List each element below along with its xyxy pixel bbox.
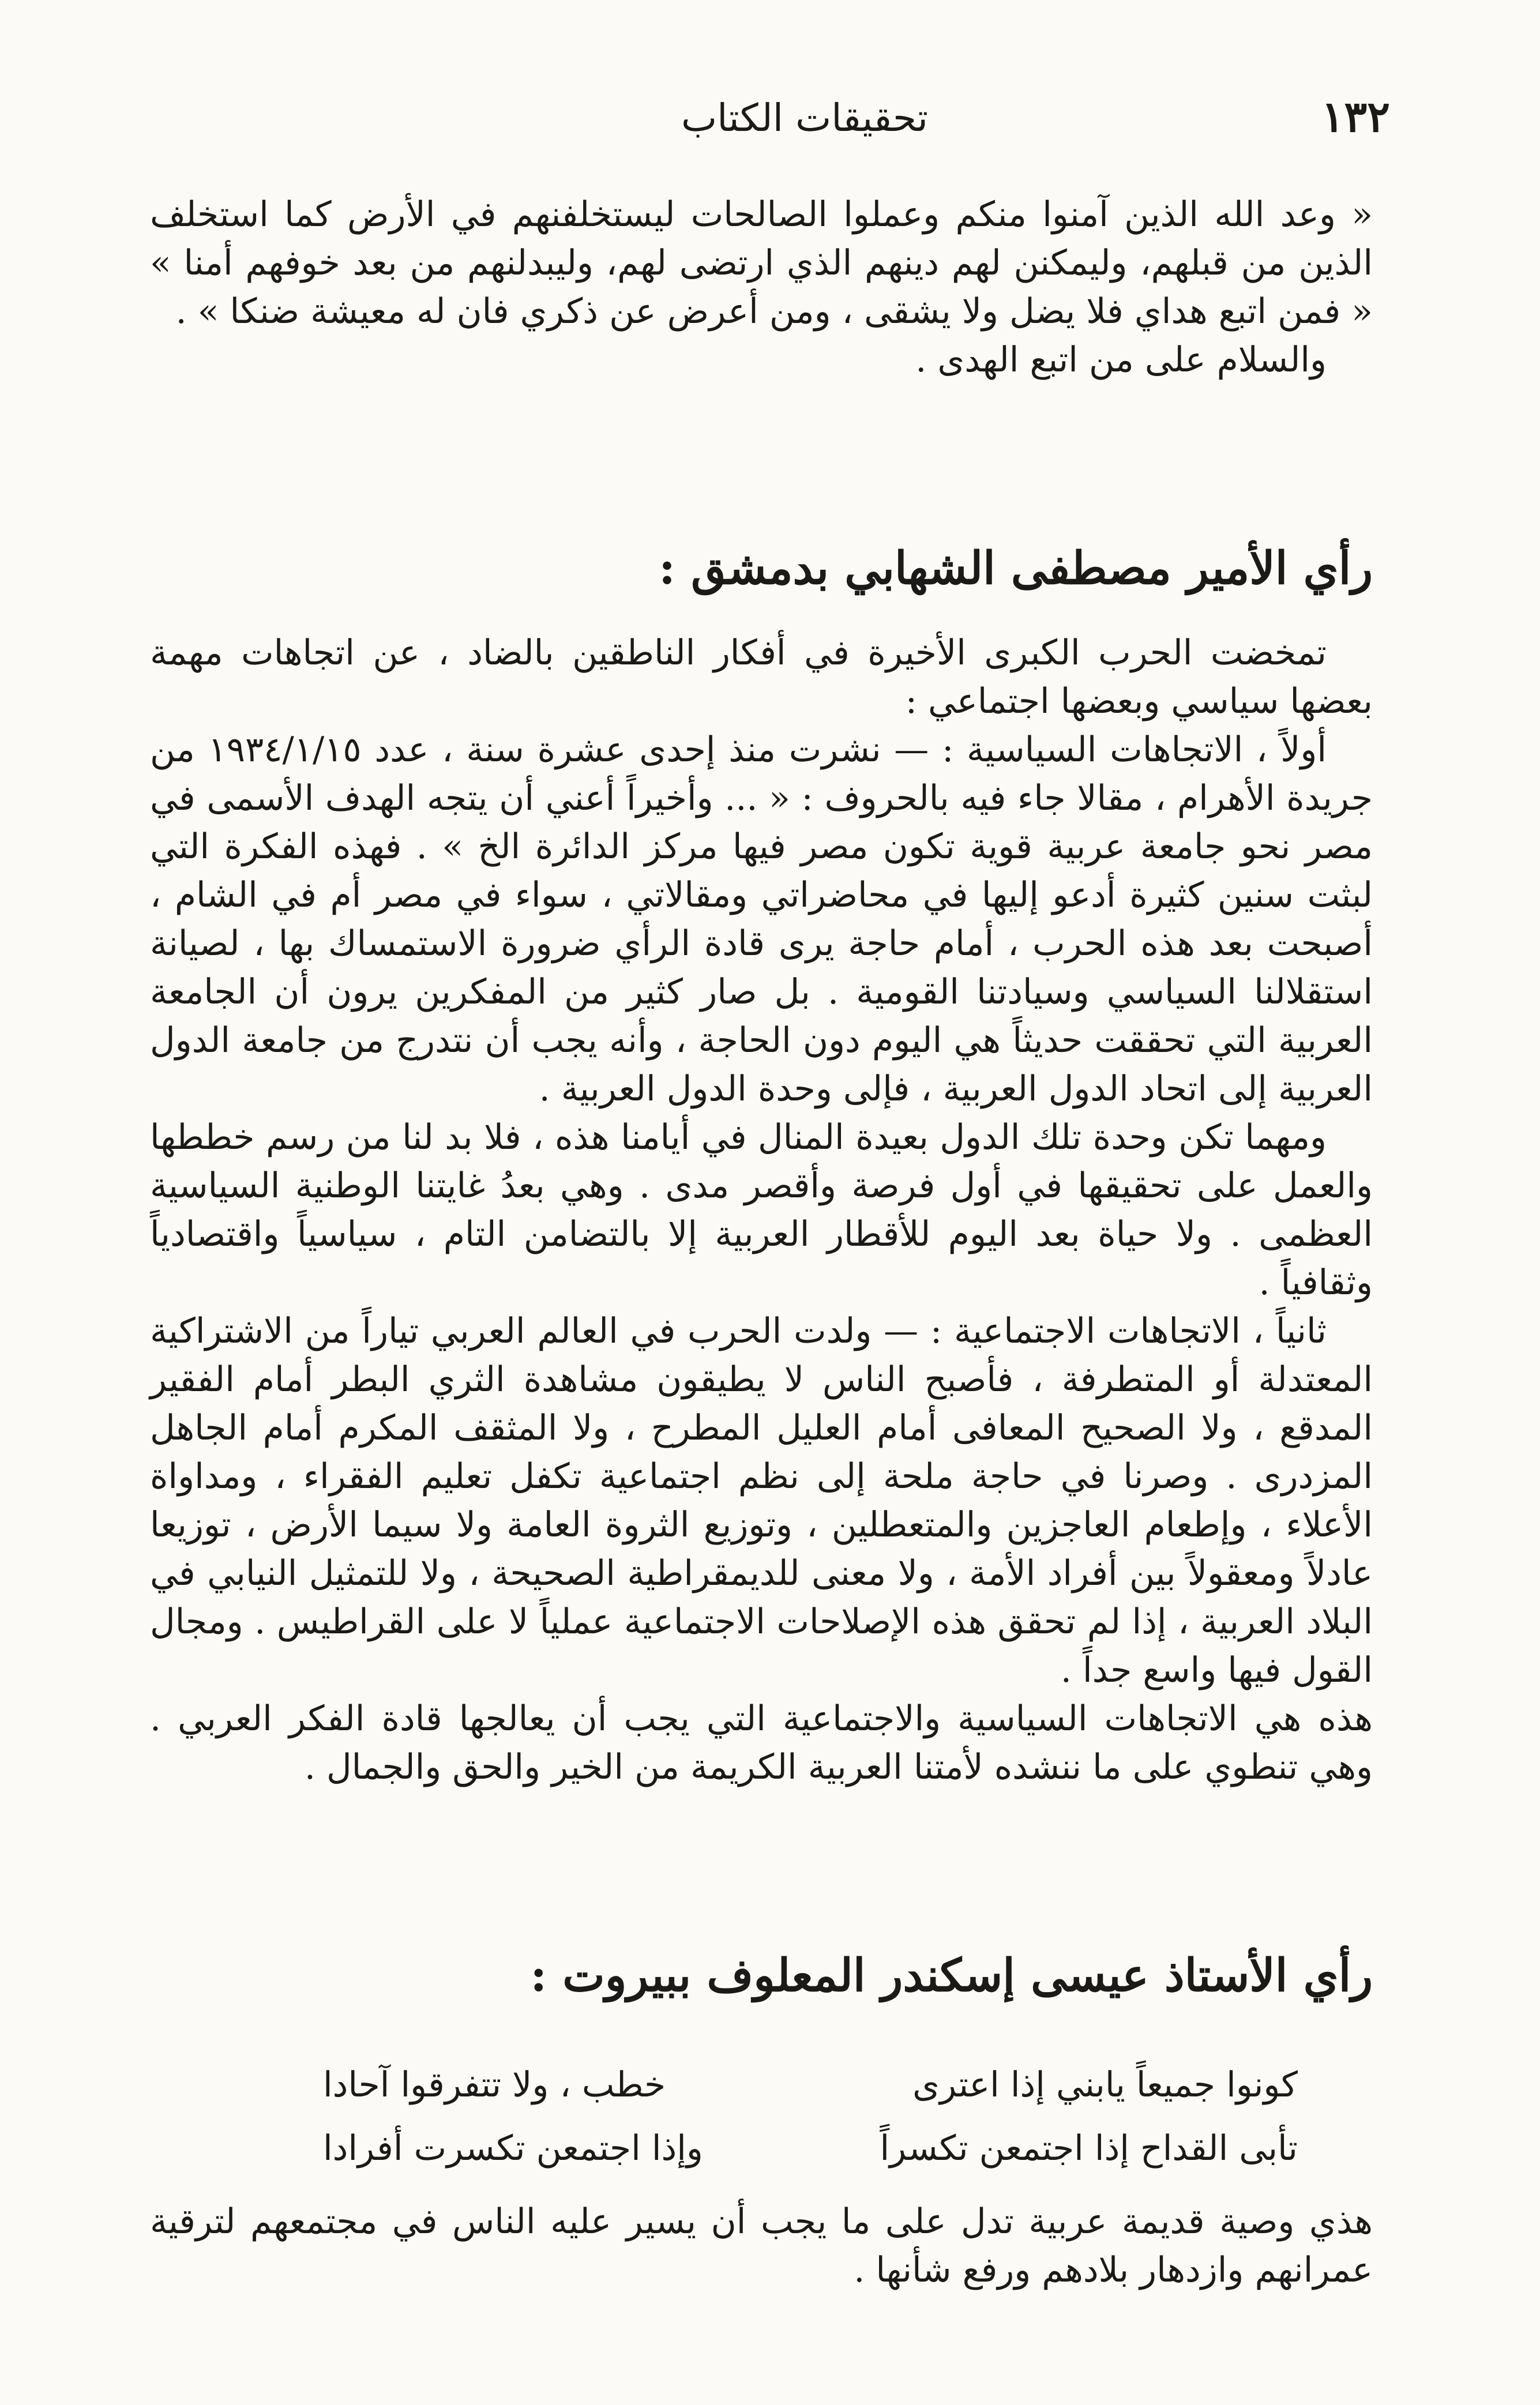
page-header	[219, 92, 1390, 156]
paragraph: أولاً ، الاتجاهات السياسية : — نشرت منذ إحدى عشرة سنة ، عدد ١٩٣٤/١/١٥ من جريدة الأهرام ، مقالا جاء فيه بالحروف : « ... وأخيراً أعني أن يتجه الهدف الأسمى في مصر نحو جامعة عربية قوية تكون مصر فيها مركز الدائرة الخ » . فهذه الفكرة التي لبثت سنين كثيرة أدعو إليها في محاضراتي ومقالاتي ، سواء في مصر أم في الشام ، أصبحت بعد هذه الحرب ، أمام حاجة يرى قادة الرأي ضرورة الاستمساك بها ، لصيانة استقلالنا السياسي وسيادتنا القومية . بل صار كثير من المفكرين يرون أن الجامعة العربية التي تحققت حديثاً هي اليوم دون الحاجة ، وأنه يجب أن نتدرج من جامعة الدول العربية إلى اتحاد الدول العربية ، فإلى وحدة الدول العربية .	[150, 730, 1373, 1109]
first-hemistich: كونوا جميعاً يابني إذا اعترى	[912, 2065, 1298, 2105]
paragraph: هذي وصية قديمة عربية تدل على ما يجب أن يسير عليه الناس في مجتمعهم لترقية عمرانهم وازدهار بلادهم ورفع شأنها .	[150, 2201, 1373, 2290]
quranic-quote: « وعد الله الذين آمنوا منكم وعملوا الصالحات ليستخلفنهم في الأرض كما استخلف الذين من قبلهم، وليمكنن لهم دينهم الذي ارتضى لهم، وليبدلنهم من بعد خوفهم أمنا » « فمن اتبع هداي فلا يضل ولا يشقى ، ومن أعرض عن ذكري فان له معيشة ضنكا » .	[150, 194, 1373, 332]
section-body-shihabi	[150, 629, 1373, 1791]
first-hemistich: تأبى القداح إذا اجتمعن تكسراً	[880, 2128, 1298, 2169]
intro-block	[150, 190, 1373, 384]
running-title: تحقيقات الكتاب	[681, 96, 928, 140]
paragraph: تمخضت الحرب الكبرى الأخيرة في أفكار الناطقين بالضاد ، عن اتجاهات مهمة بعضها سياسي وبعضها اجتماعي :	[150, 633, 1373, 722]
paragraph: هذه هي الاتجاهات السياسية والاجتماعية التي يجب أن يعالجها قادة الفكر العربي . وهي تنطوي على ما ننشده لأمتنا العربية الكريمة من الخير والحق والجمال .	[150, 1698, 1373, 1787]
verse	[323, 2053, 1298, 2117]
section-closing-maalouf	[150, 2197, 1373, 2294]
closing-salutation: والسلام على من اتبع الهدى .	[915, 340, 1327, 380]
second-hemistich: وإذا اجتمعن تكسرت أفرادا	[323, 2128, 703, 2169]
paragraph: ومهما تكن وحدة تلك الدول بعيدة المنال في أيامنا هذه ، فلا بد لنا من رسم خططها والعمل على تحقيقها في أول فرصة وأقصر مدى . وهي بعدُ غايتنا الوطنية السياسية العظمى . ولا حياة بعد اليوم للأقطار العربية إلا بالتضامن التام ، سياسياً واقتصادياً وثقافياً .	[150, 1117, 1373, 1303]
second-hemistich: خطب ، ولا تتفرقوا آحادا	[323, 2065, 666, 2105]
verse	[323, 2117, 1298, 2180]
section-heading-shihabi: رأي الأمير مصطفى الشهابي بدمشق :	[659, 542, 1373, 595]
page-number: ١٣٢	[1321, 92, 1390, 142]
poem	[323, 2053, 1298, 2180]
paragraph: ثانياً ، الاتجاهات الاجتماعية : — ولدت الحرب في العالم العربي تياراً من الاشتراكية المعتدلة أو المتطرفة ، فأصبح الناس لا يطيقون مشاهدة الثري البطر أمام الفقير المدقع ، ولا الصحيح المعافى أمام العليل المطرح ، ولا المثقف المكرم أمام الجاهل المزدرى . وصرنا في حاجة ملحة إلى نظم اجتماعية تكفل تعليم الفقراء ، ومداواة الأعلاء ، وإطعام العاجزين والمتعطلين ، وتوزيع الثروة العامة ولا سيما الأرض ، توزيعا عادلاً ومعقولاً بين أفراد الأمة ، ولا معنى للديمقراطية الصحيحة ، ولا للتمثيل النيابي في البلاد العربية ، إذا لم تحقق هذه الإصلاحات الاجتماعية عملياً لا على القراطيس . ومجال القول فيها واسع جداً .	[150, 1311, 1373, 1690]
section-heading-maalouf: رأي الأستاذ عيسى إسكندر المعلوف ببيروت :	[530, 1949, 1373, 2002]
